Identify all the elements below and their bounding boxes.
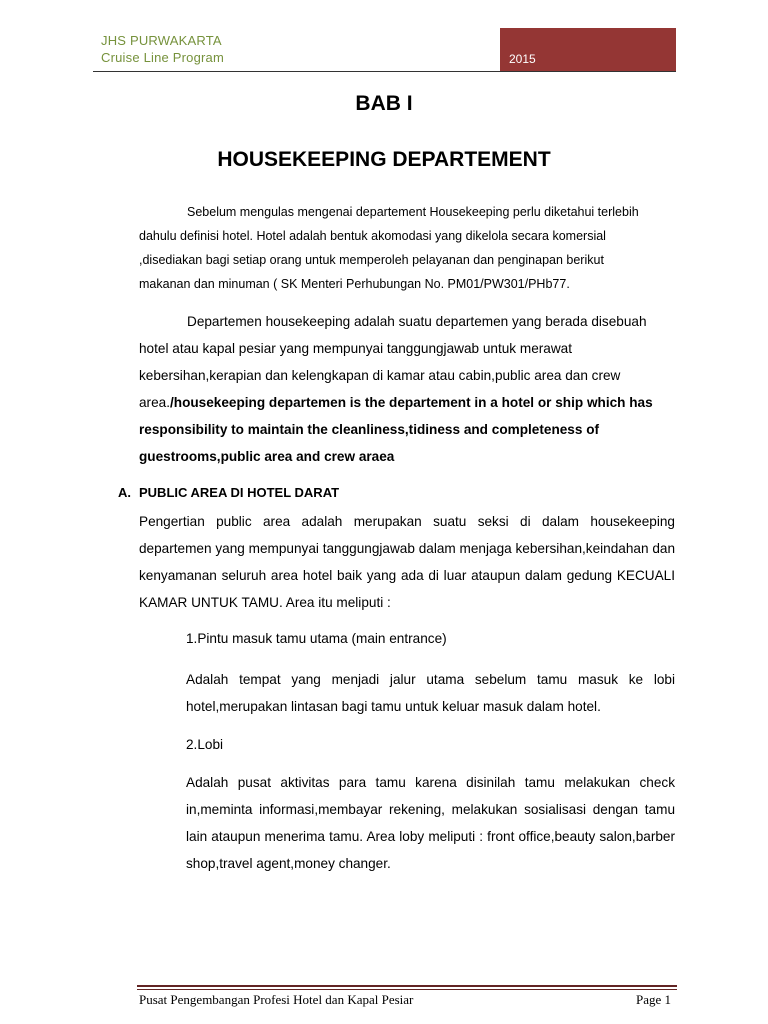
page-number: Page 1 — [636, 992, 672, 1007]
intro-line: makanan dan minuman ( SK Menteri Perhubungan No. PM01/PW301/PHb77. — [139, 277, 570, 291]
header-org-name: JHS PURWAKARTA — [101, 33, 222, 48]
definition-text: Departemen housekeeping adalah suatu departemen yang berada disebuah hotel atau kapal pesiar yang mempunyai tanggungjawab untuk merawat kebersihan,kerapian dan kelengkapan di kamar atau cabin,public area dan crew area. — [139, 314, 647, 410]
document-header — [101, 32, 224, 66]
page-title: HOUSEKEEPING DEPARTEMENT — [217, 148, 551, 171]
header-year-box — [500, 28, 676, 71]
section-title: PUBLIC AREA DI HOTEL DARAT — [139, 485, 340, 500]
section-intro-paragraph: Pengertian public area adalah merupakan suatu seksi di dalam housekeeping departemen yang mempunyai tanggungjawab dalam menjaga kebersihan,keindahan dan kenyamanan seluruh area hotel baik yang ada di luar ataupun dalam gedung KECUALI KAMAR UNTUK TAMU. Area itu meliputi : — [139, 514, 675, 610]
header-divider — [93, 71, 676, 72]
item-body-lobby: Adalah pusat aktivitas para tamu karena disinilah tamu melakukan check in,meminta informasi,membayar rekening, melakukan sosialisasi dengan tamu lain ataupun menerima tamu. Area loby meliputi : front office,beauty salon,barber shop,travel agent,money changer. — [186, 775, 675, 871]
intro-line: ,disediakan bagi setiap orang untuk memperoleh pelayanan dan penginapan berikut — [139, 253, 604, 267]
chapter-title: BAB I — [355, 92, 413, 115]
footer-divider-thin — [137, 989, 677, 990]
definition-paragraph — [139, 308, 675, 470]
item-title-lobby: 2.Lobi — [186, 737, 224, 752]
footer-institution: Pusat Pengembangan Profesi Hotel dan Kapal Pesiar — [139, 992, 414, 1007]
item-title-main-entrance: 1.Pintu masuk tamu utama (main entrance) — [186, 631, 447, 646]
intro-paragraph — [139, 200, 675, 296]
footer-divider — [137, 985, 677, 987]
item-body-main-entrance: Adalah tempat yang menjadi jalur utama sebelum tamu masuk ke lobi hotel,merupakan lintasan bagi tamu untuk keluar masuk dalam hotel. — [186, 672, 675, 714]
intro-line: Sebelum mengulas mengenai departement Housekeeping perlu diketahui terlebih — [187, 205, 639, 219]
definition-english-text: /housekeeping departemen is the departement in a hotel or ship which has responsibility to maintain the cleanliness,tidiness and completeness of guestrooms,public area and crew araea — [139, 395, 653, 464]
header-program-name: Cruise Line Program — [101, 50, 225, 65]
intro-line: dahulu definisi hotel. Hotel adalah bentuk akomodasi yang dikelola secara komersial — [139, 229, 606, 243]
header-year: 2015 — [509, 52, 536, 66]
section-letter: A. — [118, 485, 131, 500]
